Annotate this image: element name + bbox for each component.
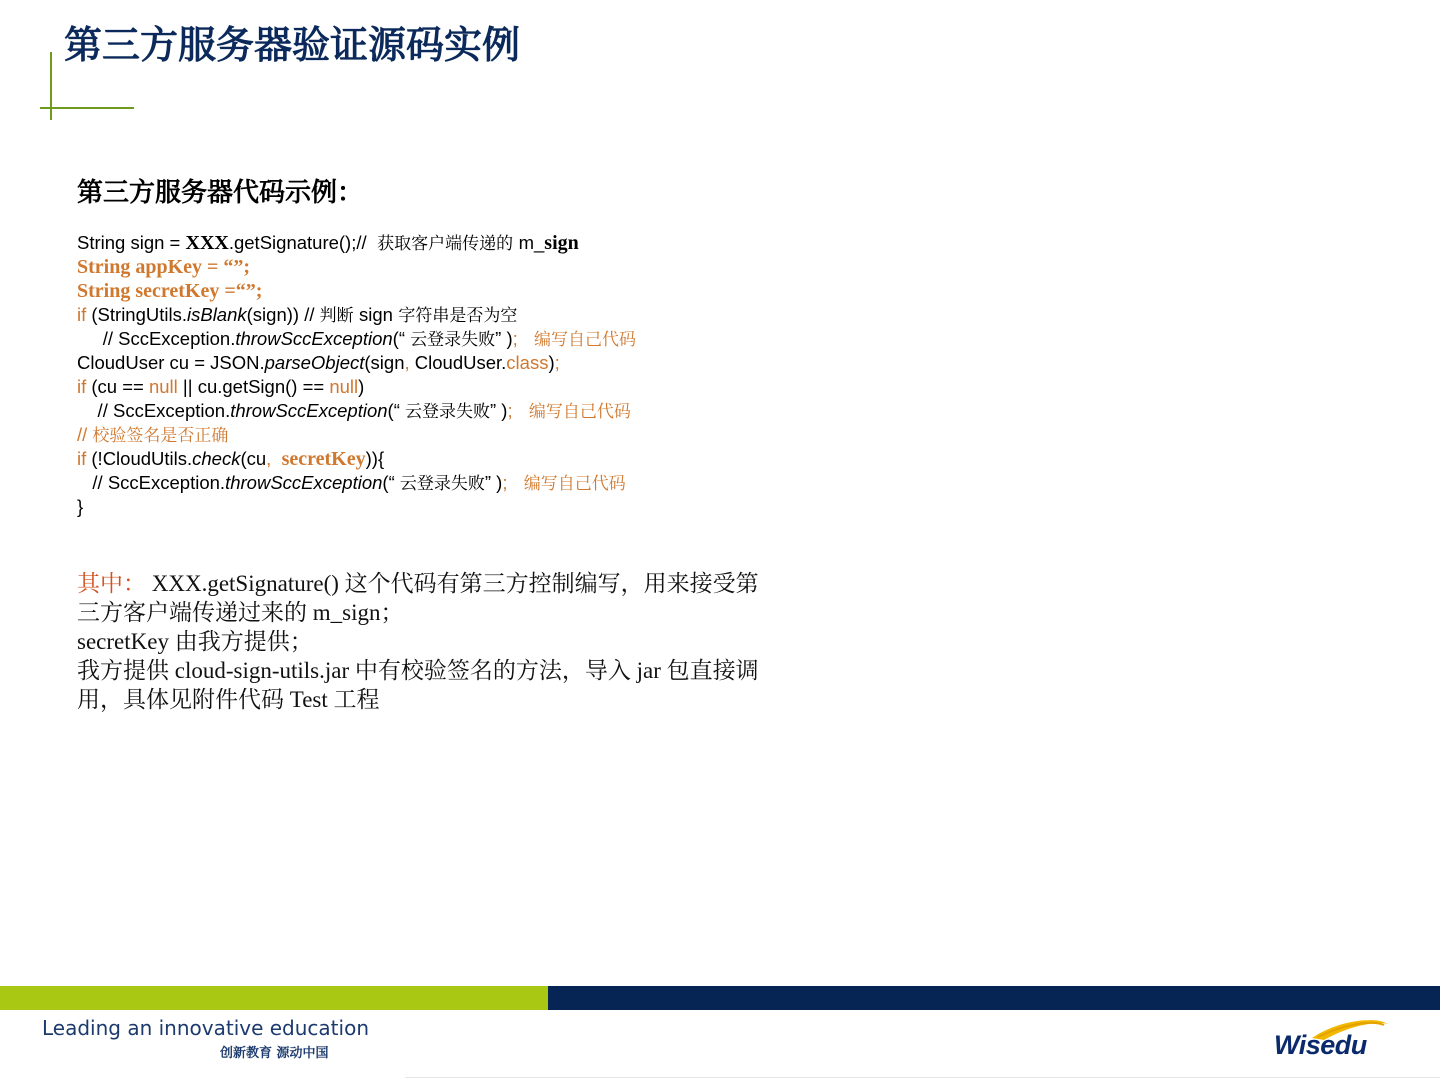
footer-tagline-cn: 创新教育 源动中国	[220, 1046, 329, 1061]
note-label: 其中：	[77, 571, 146, 596]
code-line-7: if (cu == null || cu.getSign() == null)	[77, 376, 365, 397]
code-line-12: }	[77, 496, 84, 517]
note-line-2: 三方客户端传递过来的 m_sign；	[77, 600, 404, 625]
code-block	[77, 231, 877, 519]
slide-title: 第三方服务器验证源码实例	[64, 23, 521, 67]
logo-text: Wisedu	[1274, 1030, 1367, 1060]
wisedu-logo	[1268, 1016, 1398, 1064]
code-line-9: // 校验签名是否正确	[77, 424, 229, 446]
note-line-1: 其中： XXX.getSignature() 这个代码有第三方控制编写，用来接受第	[77, 571, 759, 596]
footer-bar-navy	[548, 986, 1440, 1010]
bottom-rule	[405, 1077, 1440, 1078]
section-heading: 第三方服务器代码示例：	[77, 178, 364, 208]
code-line-8: // SccException.throwSccException(“ 云登录失败” ); 编写自己代码	[77, 400, 631, 422]
code-line-11: // SccException.throwSccException(“ 云登录失败” ); 编写自己代码	[77, 472, 626, 494]
code-line-10: if (!CloudUtils.check(cu, secretKey)){	[77, 448, 385, 470]
code-line-1: String sign = XXX.getSignature();// 获取客户端传递的 m_sign	[77, 232, 579, 254]
note-line-3: secretKey 由我方提供；	[77, 629, 313, 654]
code-line-6: CloudUser cu = JSON.parseObject(sign, CloudUser.class);	[77, 352, 560, 373]
note-line-4: 我方提供 cloud-sign-utils.jar 中有校验签名的方法，导入 jar 包直接调	[77, 658, 759, 683]
code-line-3: String secretKey =“”;	[77, 280, 263, 302]
footer-bar-green	[0, 986, 548, 1010]
code-line-5: // SccException.throwSccException(“ 云登录失败” ); 编写自己代码	[77, 328, 636, 350]
code-line-2: String appKey = “”;	[77, 256, 251, 278]
corner-vertical-line	[50, 52, 52, 120]
footer-tagline-en: Leading an innovative education	[42, 1016, 369, 1040]
corner-horizontal-line	[40, 107, 134, 109]
code-line-4: if (StringUtils.isBlank(sign)) // 判断 sign 字符串是否为空	[77, 304, 518, 326]
notes-block	[77, 569, 857, 714]
note-line-5: 用，具体见附件代码 Test 工程	[77, 687, 380, 712]
